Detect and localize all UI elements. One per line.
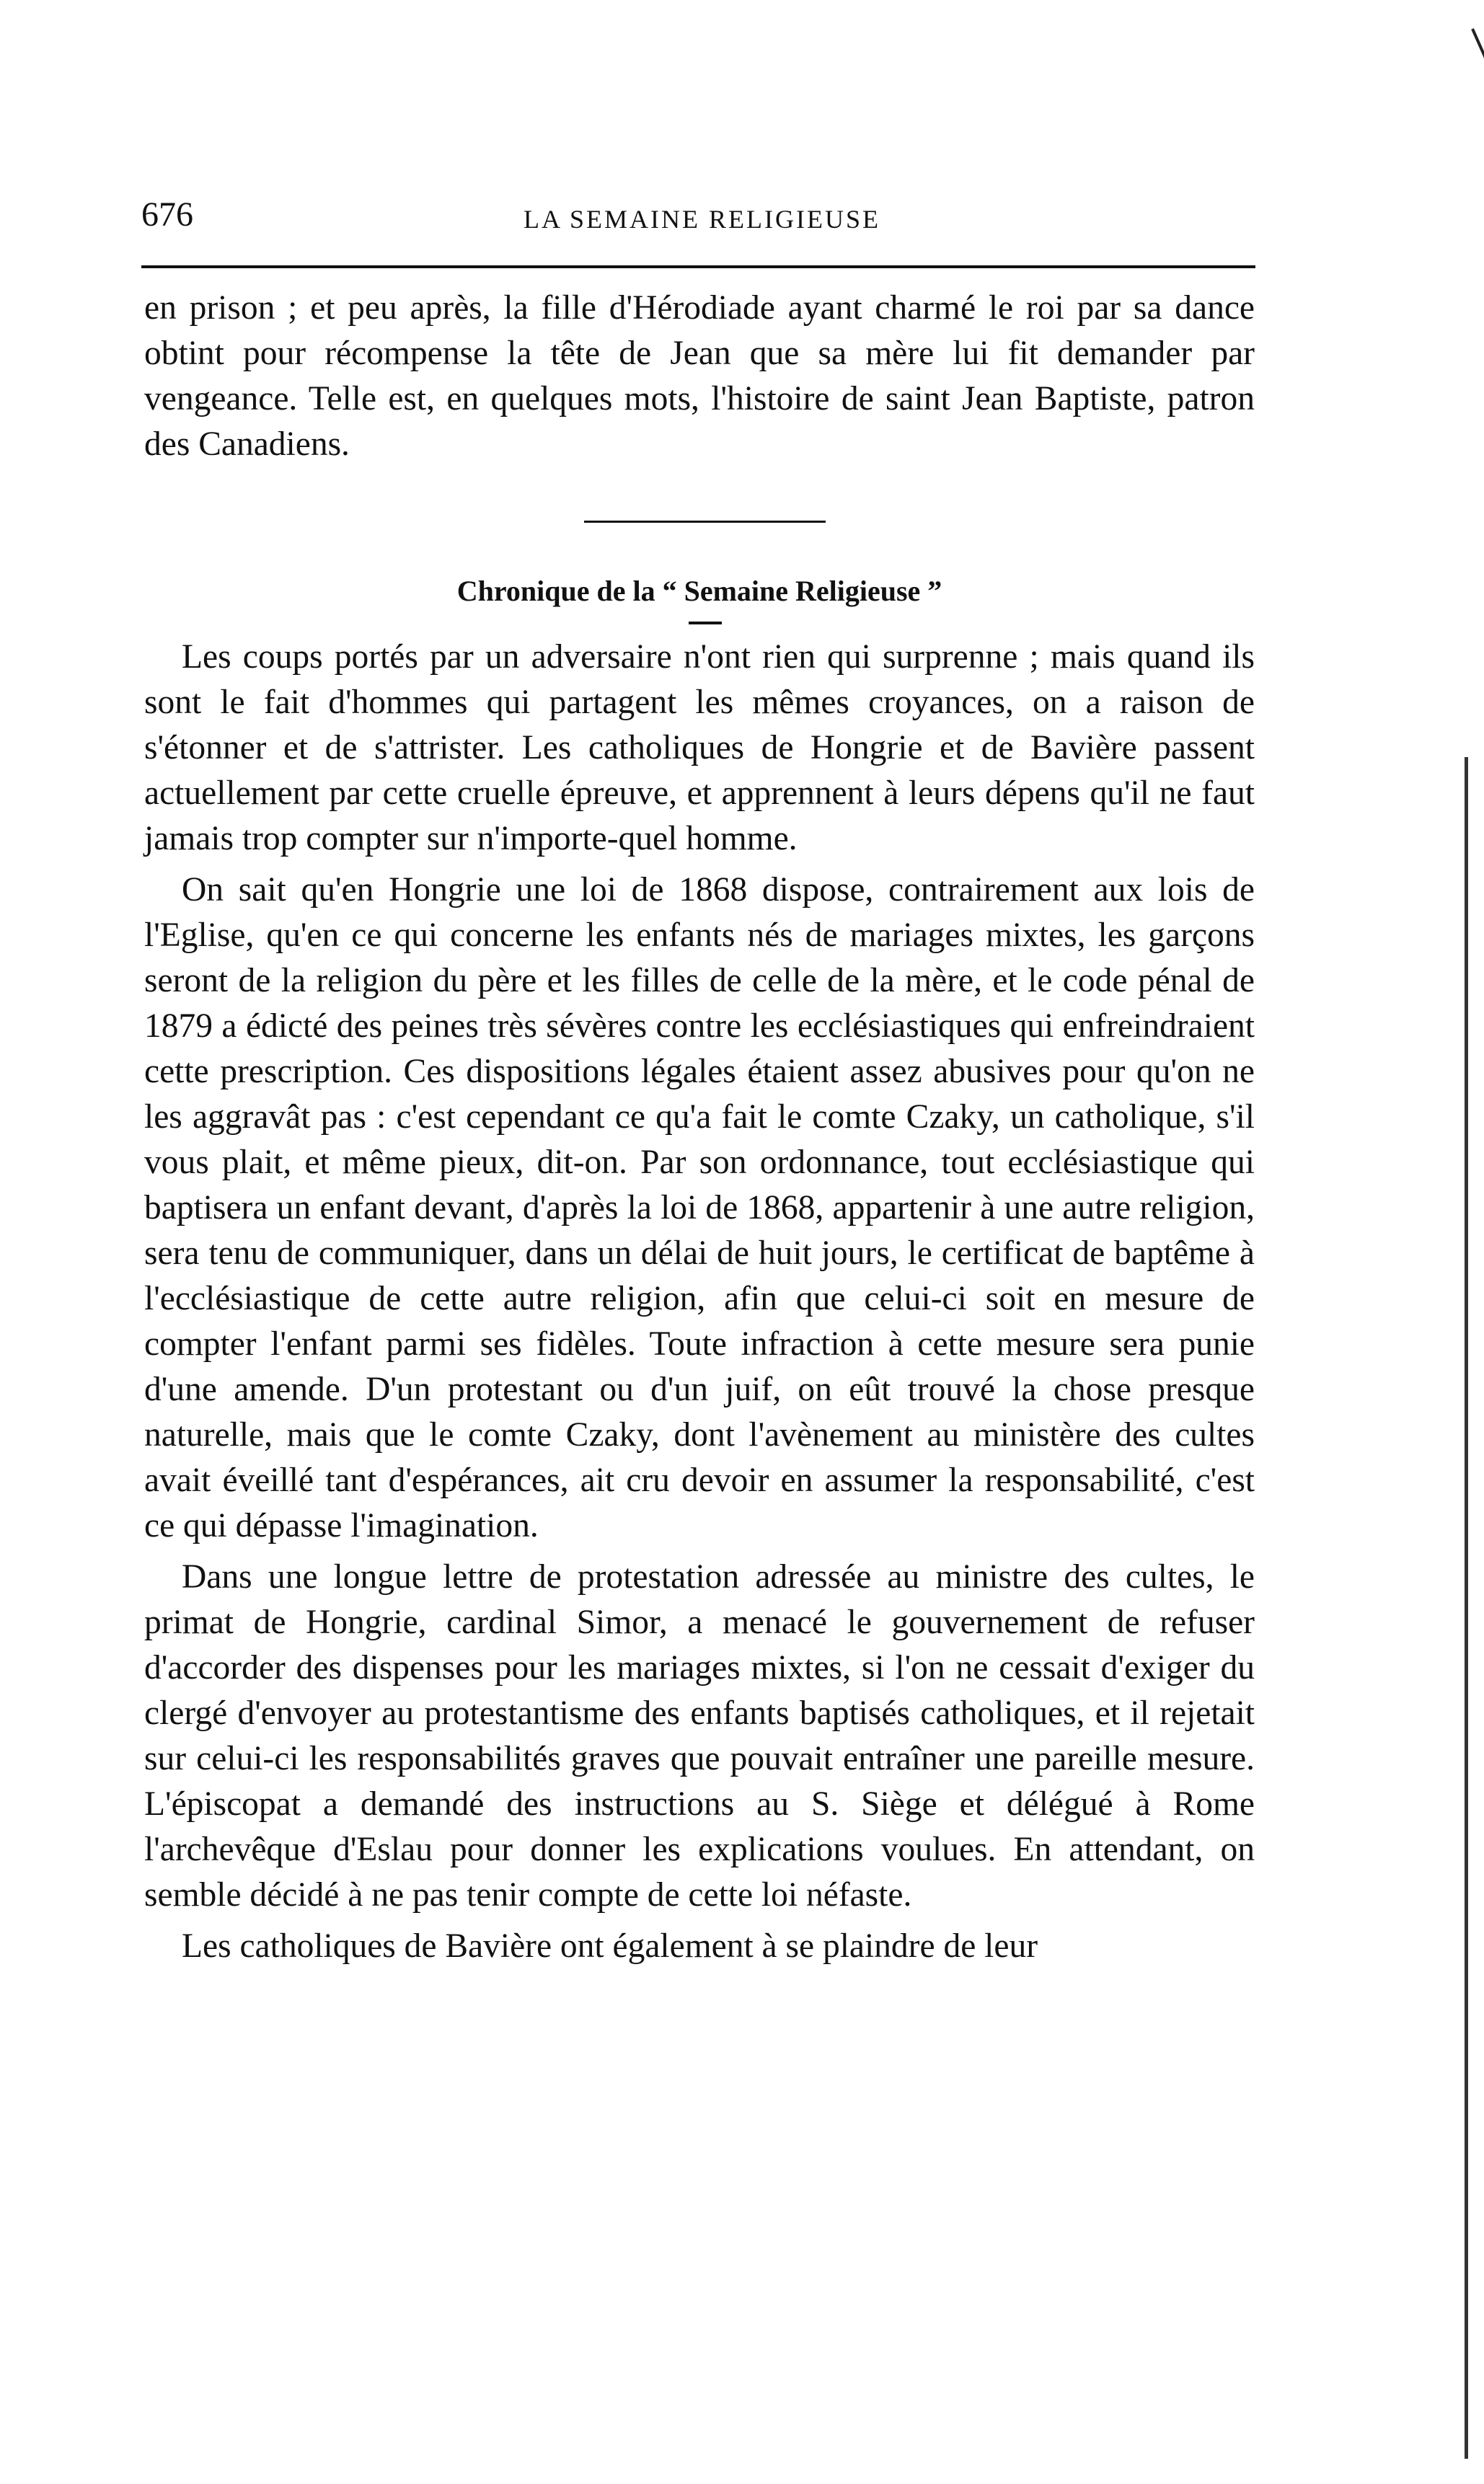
section-body bbox=[144, 635, 1255, 1969]
running-title: LA SEMAINE RELIGIEUSE bbox=[524, 205, 880, 234]
continuation-text bbox=[144, 286, 1255, 467]
section-heading: Chronique de la “ Semaine Religieuse ” bbox=[456, 575, 942, 607]
heading-underline bbox=[689, 622, 722, 624]
scan-edge-bar bbox=[1465, 757, 1468, 2459]
paragraph: Dans une longue lettre de protestation adressée au ministre des cultes, le primat de Hongrie, cardinal Simor, a menacé le gouvernement de refuser d'accorder des dispenses pour les mariages mixtes, si l'on ne cessait d'exiger du clergé d'envoyer au protestantisme des enfants baptisés catholiques, et il rejetait sur celui-ci les responsabilités graves que pouvait entraîner une pareille mesure. L'épiscopat a demandé des instructions au S. Siège et délégué à Rome l'archevêque d'Eslau pour donner les explications voulues. En attendant, on semble décidé à ne pas tenir compte de cette loi néfaste. bbox=[144, 1558, 1255, 1914]
scan-edge-mark bbox=[1471, 28, 1484, 128]
running-header bbox=[141, 193, 1252, 244]
paragraph: en prison ; et peu après, la fille d'Hérodiade ayant charmé le roi par sa dance obtint pour récompense la tête de Jean que sa mère lui fit demander par vengeance. Telle est, en quelques mots, l'histoire de saint Jean Baptiste, patron des Canadiens. bbox=[144, 289, 1255, 463]
paragraph: Les coups portés par un adversaire n'ont rien qui surprenne ; mais quand ils sont le fait d'hommes qui partagent les mêmes croyances, on a raison de s'étonner et de s'attrister. Les catholiques de Hongrie et de Bavière passent actuellement par cette cruelle épreuve, et apprennent à leurs dépens qu'il ne faut jamais trop compter sur n'importe-quel homme. bbox=[144, 638, 1255, 857]
section-divider bbox=[584, 521, 826, 523]
paragraph: Les catholiques de Bavière ont également à se plaindre de leur bbox=[182, 1927, 1038, 1965]
page-number: 676 bbox=[141, 195, 193, 234]
header-rule bbox=[141, 265, 1255, 268]
paragraph: On sait qu'en Hongrie une loi de 1868 dispose, contrairement aux lois de l'Eglise, qu'en ce qui concerne les enfants nés de mariages mixtes, les garçons seront de la religion du père et les filles de celle de la mère, et le code pénal de 1879 a édicté des peines très sévères contre les ecclésiastiques qui enfreindraient cette prescription. Ces dispositions légales étaient assez abusives pour qu'on ne les aggravât pas : c'est cependant ce qu'a fait le comte Czaky, un catholique, s'il vous plait, et même pieux, dit-on. Par son ordonnance, tout ecclésiastique qui baptisera un enfant devant, d'après la loi de 1868, appartenir à une autre religion, sera tenu de communiquer, dans un délai de huit jours, le certificat de baptême à l'ecclésiastique de cette autre religion, afin que celui-ci soit en mesure de compter l'enfant parmi ses fidèles. Toute infraction à cette mesure sera punie d'une amende. D'un protestant ou d'un juif, on eût trouvé la chose presque naturelle, mais que le comte Czaky, dont l'avènement au ministère des cultes avait éveillé tant d'espérances, ait cru devoir en assumer la responsabilité, c'est ce qui dépasse l'imagination. bbox=[144, 871, 1255, 1544]
